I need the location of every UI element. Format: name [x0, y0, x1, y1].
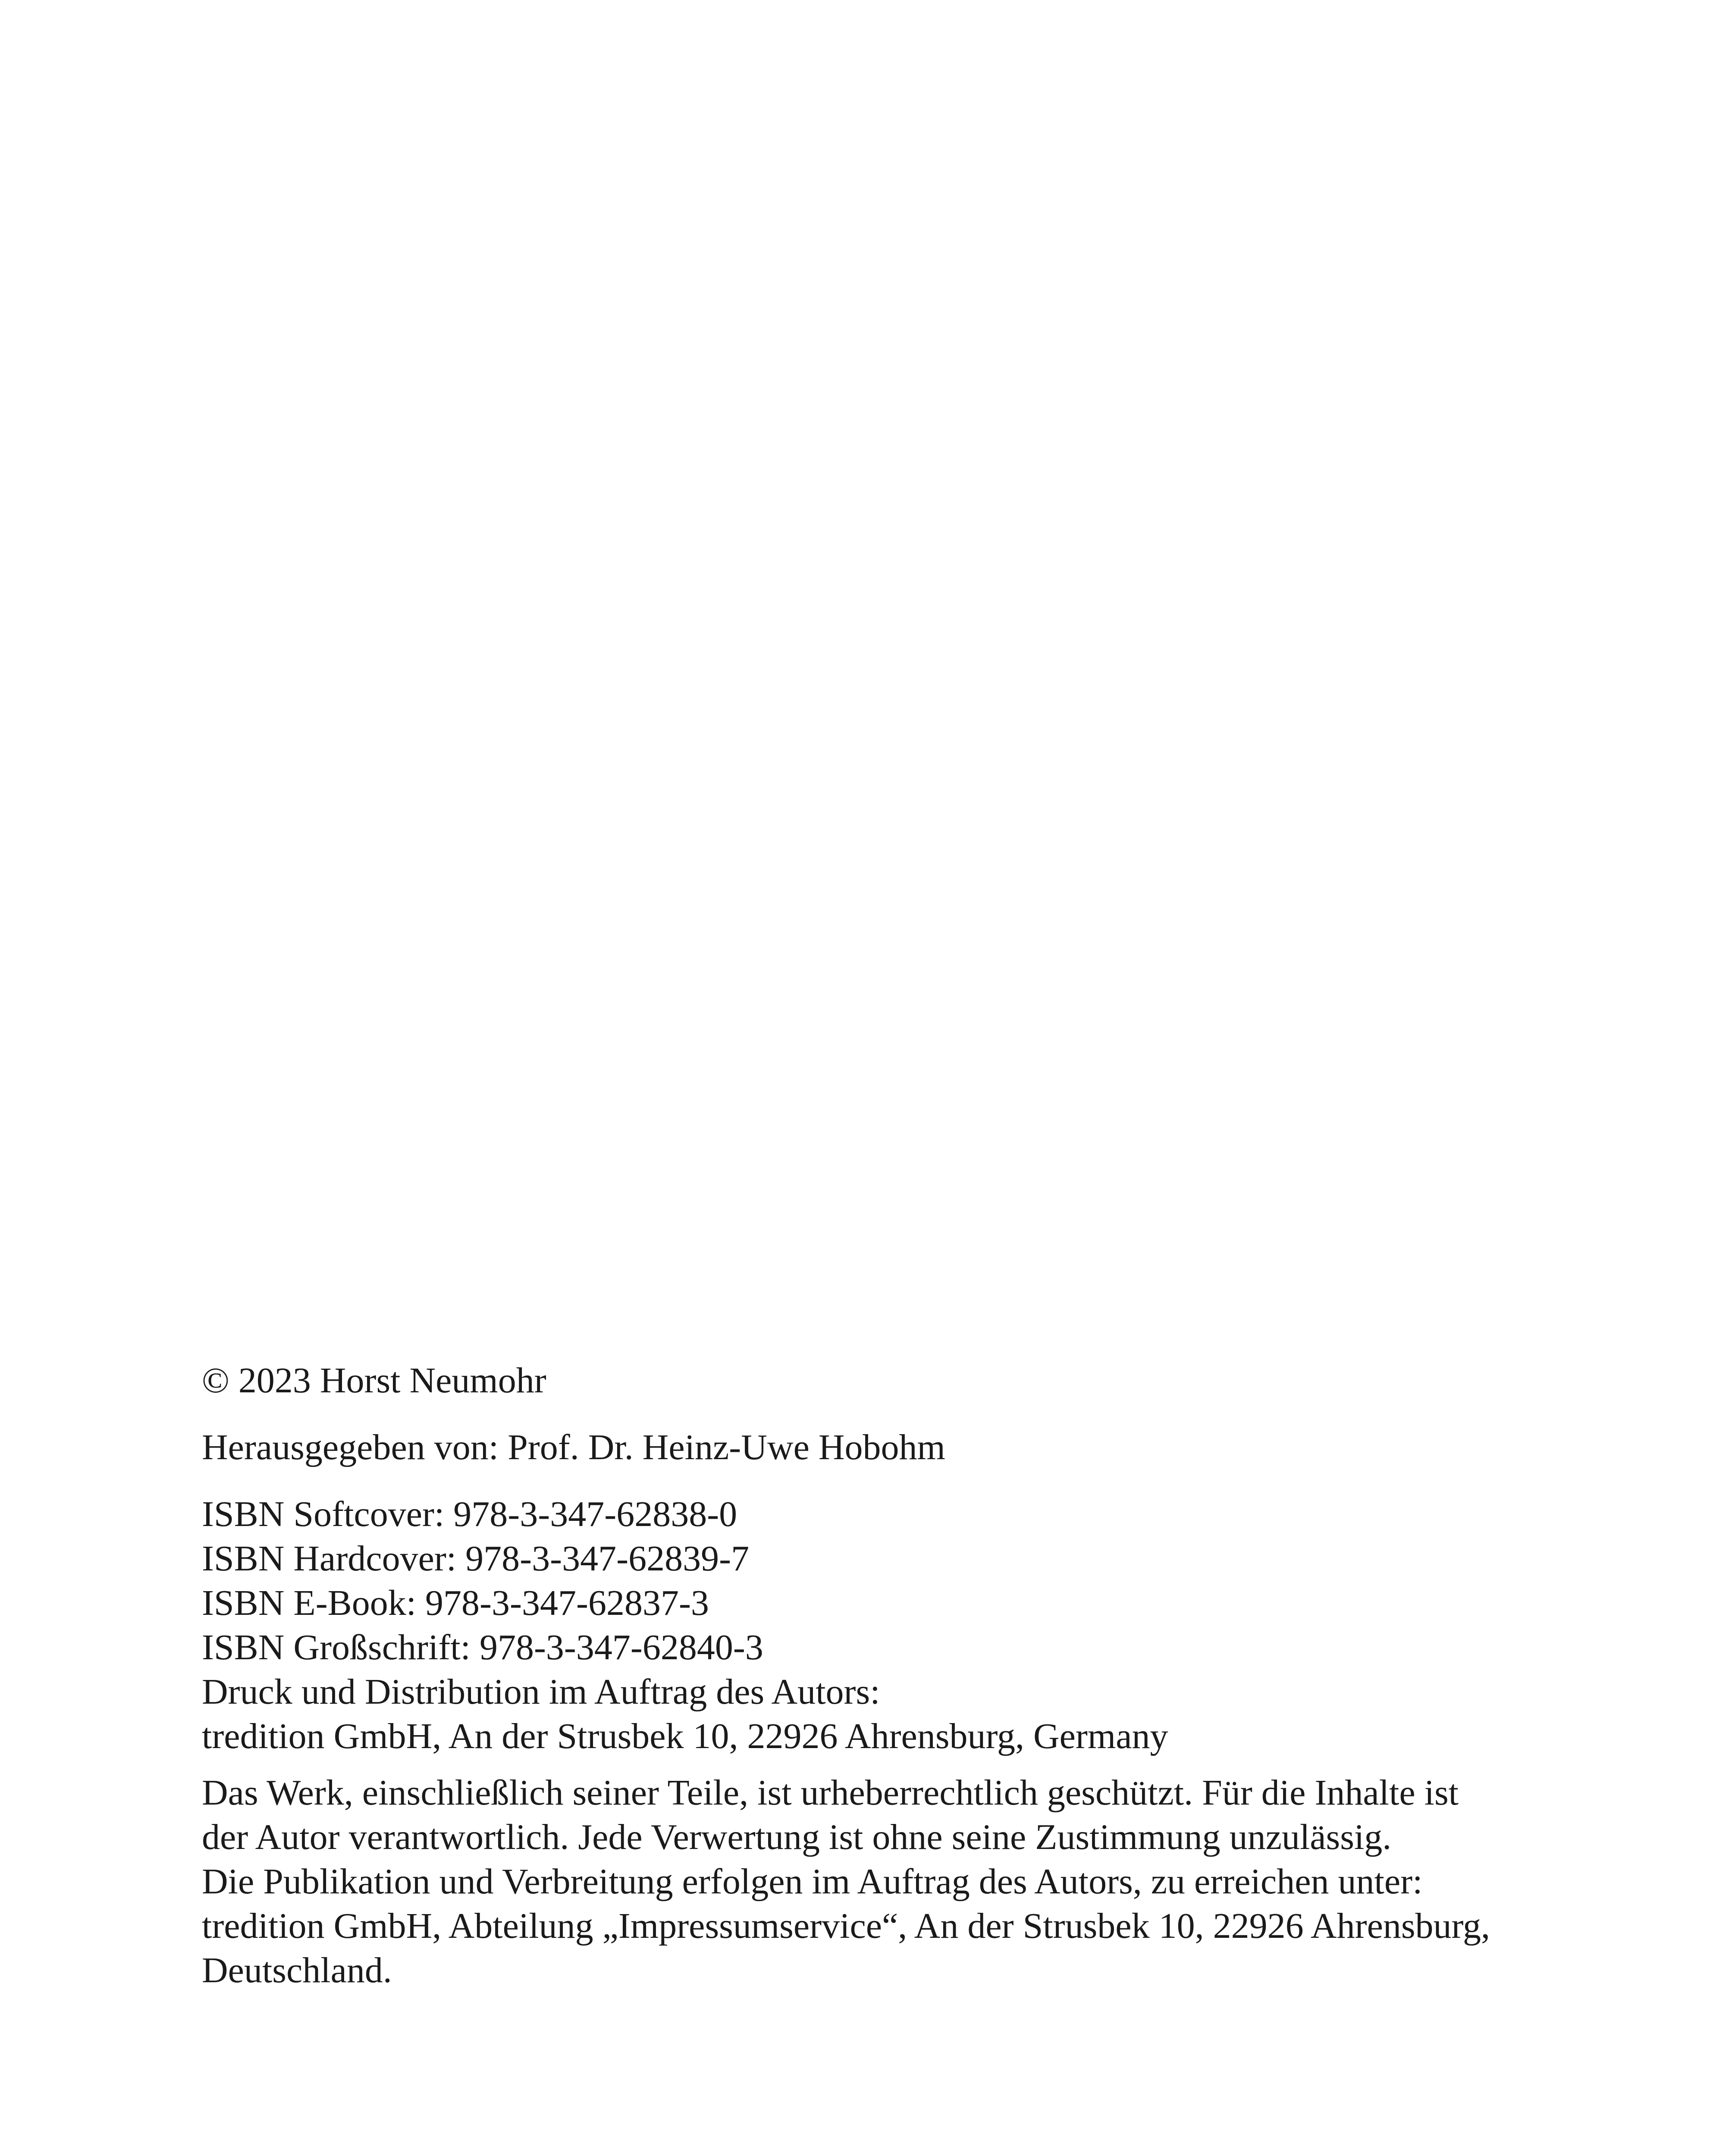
isbn-ebook: ISBN E-Book: 978-3-347-62837-3 — [202, 1583, 709, 1623]
legal-line-2: der Autor verantwortlich. Jede Verwertung ist ohne seine Zustimmung unzulässig. — [202, 1817, 1392, 1857]
isbn-grossschrift: ISBN Großschrift: 978-3-347-62840-3 — [202, 1627, 763, 1667]
distribution-line-1: Druck und Distribution im Auftrag des Autors: — [202, 1672, 880, 1712]
legal-line-1: Das Werk, einschließlich seiner Teile, ist urheberrechtlich geschützt. Für die Inhalte ist — [202, 1773, 1459, 1813]
legal-line-5: Deutschland. — [202, 1950, 392, 1990]
isbn-softcover: ISBN Softcover: 978-3-347-62838-0 — [202, 1494, 737, 1534]
distribution-line-2: tredition GmbH, An der Strusbek 10, 22926 Ahrensburg, Germany — [202, 1716, 1168, 1756]
copyright-line: © 2023 Horst Neumohr — [202, 1360, 546, 1401]
legal-line-3: Die Publikation und Verbreitung erfolgen im Auftrag des Autors, zu erreichen unter: — [202, 1861, 1423, 1902]
isbn-hardcover: ISBN Hardcover: 978-3-347-62839-7 — [202, 1539, 750, 1579]
editor-line: Herausgegeben von: Prof. Dr. Heinz-Uwe Hobohm — [202, 1427, 945, 1467]
imprint-block — [202, 1358, 1625, 1993]
legal-line-4: tredition GmbH, Abteilung „Impressumservice“, An der Strusbek 10, 22926 Ahrensburg, — [202, 1906, 1490, 1946]
